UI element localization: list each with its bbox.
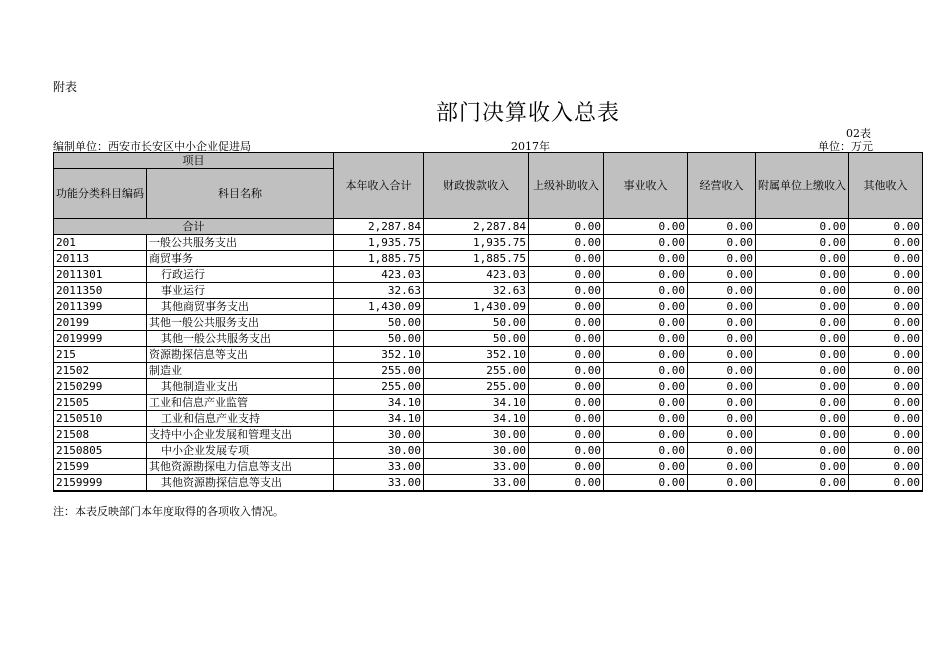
amount-cell: 0.00: [849, 283, 923, 299]
amount-cell: 0.00: [604, 251, 688, 267]
table-row: [54, 427, 923, 443]
amount-cell: 0.00: [529, 267, 604, 283]
amount-cell: 0.00: [756, 299, 849, 315]
amount-cell: 0.00: [529, 315, 604, 331]
subject-name-cell: 其他一般公共服务支出: [147, 331, 334, 347]
amount-cell: 0.00: [756, 427, 849, 443]
amount-cell: 0.00: [688, 363, 756, 379]
amount-cell: 255.00: [424, 363, 529, 379]
amount-cell: 50.00: [334, 315, 424, 331]
func-code-cell: 201: [54, 235, 147, 251]
subject-name-cell: 商贸事务: [147, 251, 334, 267]
func-code-cell: 2011399: [54, 299, 147, 315]
amount-cell: 34.10: [334, 411, 424, 427]
total-cell: 0.00: [849, 219, 923, 235]
amount-cell: 0.00: [756, 235, 849, 251]
func-code-cell: 2150805: [54, 443, 147, 459]
form-number: 02表: [846, 127, 871, 140]
header-fiscal: 财政拨款收入: [424, 153, 529, 219]
amount-cell: 0.00: [756, 475, 849, 492]
amount-cell: 33.00: [334, 459, 424, 475]
total-cell: 0.00: [529, 219, 604, 235]
amount-cell: 0.00: [756, 267, 849, 283]
amount-cell: 0.00: [688, 427, 756, 443]
table-row: [54, 283, 923, 299]
amount-cell: 0.00: [688, 299, 756, 315]
amount-cell: 0.00: [688, 395, 756, 411]
amount-cell: 0.00: [688, 475, 756, 492]
subject-name-cell: 工业和信息产业支持: [147, 411, 334, 427]
amount-cell: 0.00: [849, 427, 923, 443]
amount-cell: 0.00: [529, 411, 604, 427]
amount-cell: 0.00: [849, 235, 923, 251]
amount-cell: 0.00: [604, 283, 688, 299]
amount-cell: 0.00: [756, 331, 849, 347]
amount-cell: 0.00: [756, 347, 849, 363]
amount-cell: 1,430.09: [424, 299, 529, 315]
amount-cell: 0.00: [849, 443, 923, 459]
amount-cell: 1,885.75: [334, 251, 424, 267]
amount-cell: 0.00: [688, 235, 756, 251]
table-row: [54, 331, 923, 347]
amount-cell: 33.00: [334, 475, 424, 492]
table-row: [54, 315, 923, 331]
subject-name-cell: 中小企业发展专项: [147, 443, 334, 459]
subject-name-cell: 事业运行: [147, 283, 334, 299]
amount-cell: 0.00: [604, 427, 688, 443]
currency-unit: 单位：万元: [818, 140, 873, 153]
total-cell: 2,287.84: [424, 219, 529, 235]
amount-cell: 0.00: [604, 459, 688, 475]
amount-cell: 0.00: [529, 331, 604, 347]
amount-cell: 0.00: [688, 331, 756, 347]
amount-cell: 0.00: [688, 379, 756, 395]
amount-cell: 0.00: [688, 315, 756, 331]
header-func-code: 功能分类科目编码: [54, 169, 147, 219]
amount-cell: 0.00: [529, 427, 604, 443]
subject-name-cell: 行政运行: [147, 267, 334, 283]
report-year: 2017年: [511, 140, 550, 153]
amount-cell: 34.10: [424, 411, 529, 427]
subject-name-cell: 一般公共服务支出: [147, 235, 334, 251]
table-row: [54, 379, 923, 395]
amount-cell: 30.00: [424, 443, 529, 459]
table-row: [54, 267, 923, 283]
amount-cell: 0.00: [529, 395, 604, 411]
amount-cell: 0.00: [688, 283, 756, 299]
amount-cell: 0.00: [604, 395, 688, 411]
amount-cell: 0.00: [688, 267, 756, 283]
amount-cell: 50.00: [424, 315, 529, 331]
amount-cell: 0.00: [849, 411, 923, 427]
amount-cell: 0.00: [849, 331, 923, 347]
amount-cell: 0.00: [756, 283, 849, 299]
total-cell: 0.00: [688, 219, 756, 235]
func-code-cell: 2011301: [54, 267, 147, 283]
amount-cell: 32.63: [334, 283, 424, 299]
amount-cell: 0.00: [849, 299, 923, 315]
func-code-cell: 2150510: [54, 411, 147, 427]
amount-cell: 0.00: [604, 363, 688, 379]
amount-cell: 0.00: [756, 363, 849, 379]
amount-cell: 33.00: [424, 459, 529, 475]
subject-name-cell: 资源勘探信息等支出: [147, 347, 334, 363]
amount-cell: 0.00: [529, 459, 604, 475]
table-row: [54, 299, 923, 315]
amount-cell: 1,935.75: [334, 235, 424, 251]
total-row: [54, 219, 923, 235]
appendix-label: 附表: [53, 80, 78, 94]
func-code-cell: 21502: [54, 363, 147, 379]
func-code-cell: 2150299: [54, 379, 147, 395]
header-business: 事业收入: [604, 153, 688, 219]
header-total-income: 本年收入合计: [334, 153, 424, 219]
func-code-cell: 2159999: [54, 475, 147, 492]
compiling-unit: 编制单位：西安市长安区中小企业促进局: [53, 140, 251, 153]
amount-cell: 0.00: [849, 459, 923, 475]
subject-name-cell: 支持中小企业发展和管理支出: [147, 427, 334, 443]
amount-cell: 0.00: [529, 443, 604, 459]
header-superior-subsidy: 上级补助收入: [529, 153, 604, 219]
amount-cell: 0.00: [688, 347, 756, 363]
amount-cell: 0.00: [604, 411, 688, 427]
amount-cell: 0.00: [849, 379, 923, 395]
amount-cell: 0.00: [604, 235, 688, 251]
amount-cell: 0.00: [529, 347, 604, 363]
header-operating: 经营收入: [688, 153, 756, 219]
func-code-cell: 20199: [54, 315, 147, 331]
amount-cell: 255.00: [334, 379, 424, 395]
amount-cell: 34.10: [334, 395, 424, 411]
amount-cell: 0.00: [688, 251, 756, 267]
amount-cell: 0.00: [849, 251, 923, 267]
amount-cell: 0.00: [688, 411, 756, 427]
amount-cell: 0.00: [756, 395, 849, 411]
amount-cell: 0.00: [604, 379, 688, 395]
amount-cell: 0.00: [529, 363, 604, 379]
page-title: 部门决算收入总表: [435, 101, 620, 126]
amount-cell: 0.00: [756, 443, 849, 459]
amount-cell: 50.00: [334, 331, 424, 347]
func-code-cell: 2011350: [54, 283, 147, 299]
amount-cell: 0.00: [529, 299, 604, 315]
header-subject-name: 科目名称: [147, 169, 334, 219]
amount-cell: 0.00: [604, 299, 688, 315]
amount-cell: 0.00: [529, 235, 604, 251]
table-row: [54, 363, 923, 379]
amount-cell: 255.00: [334, 363, 424, 379]
amount-cell: 30.00: [334, 443, 424, 459]
subject-name-cell: 工业和信息产业监管: [147, 395, 334, 411]
amount-cell: 34.10: [424, 395, 529, 411]
amount-cell: 1,885.75: [424, 251, 529, 267]
total-label: 合计: [54, 219, 334, 235]
amount-cell: 0.00: [604, 267, 688, 283]
amount-cell: 0.00: [529, 283, 604, 299]
subject-name-cell: 其他资源勘探电力信息等支出: [147, 459, 334, 475]
header-item-group: 项目: [54, 153, 334, 169]
amount-cell: 423.03: [424, 267, 529, 283]
subject-name-cell: 其他商贸事务支出: [147, 299, 334, 315]
amount-cell: 0.00: [688, 443, 756, 459]
income-table: [53, 152, 923, 492]
func-code-cell: 21599: [54, 459, 147, 475]
amount-cell: 0.00: [849, 267, 923, 283]
amount-cell: 0.00: [529, 251, 604, 267]
amount-cell: 0.00: [688, 459, 756, 475]
amount-cell: 0.00: [756, 379, 849, 395]
amount-cell: 0.00: [529, 475, 604, 492]
table-row: [54, 395, 923, 411]
amount-cell: 352.10: [424, 347, 529, 363]
table-row: [54, 443, 923, 459]
amount-cell: 0.00: [756, 411, 849, 427]
amount-cell: 0.00: [849, 475, 923, 492]
table-row: [54, 235, 923, 251]
amount-cell: 0.00: [756, 459, 849, 475]
func-code-cell: 21508: [54, 427, 147, 443]
func-code-cell: 2019999: [54, 331, 147, 347]
func-code-cell: 21505: [54, 395, 147, 411]
amount-cell: 255.00: [424, 379, 529, 395]
amount-cell: 1,430.09: [334, 299, 424, 315]
table-body: [54, 219, 923, 492]
amount-cell: 0.00: [849, 363, 923, 379]
subject-name-cell: 其他制造业支出: [147, 379, 334, 395]
amount-cell: 0.00: [604, 331, 688, 347]
amount-cell: 0.00: [604, 315, 688, 331]
amount-cell: 30.00: [334, 427, 424, 443]
amount-cell: 30.00: [424, 427, 529, 443]
amount-cell: 0.00: [756, 315, 849, 331]
table-row: [54, 459, 923, 475]
table-row: [54, 251, 923, 267]
amount-cell: 1,935.75: [424, 235, 529, 251]
header-affiliated: 附属单位上缴收入: [756, 153, 849, 219]
table-row: [54, 411, 923, 427]
table-row: [54, 475, 923, 492]
amount-cell: 0.00: [604, 443, 688, 459]
amount-cell: 0.00: [604, 475, 688, 492]
amount-cell: 32.63: [424, 283, 529, 299]
amount-cell: 0.00: [604, 347, 688, 363]
subject-name-cell: 制造业: [147, 363, 334, 379]
func-code-cell: 215: [54, 347, 147, 363]
subject-name-cell: 其他一般公共服务支出: [147, 315, 334, 331]
table-row: [54, 347, 923, 363]
total-cell: 2,287.84: [334, 219, 424, 235]
amount-cell: 352.10: [334, 347, 424, 363]
amount-cell: 0.00: [756, 251, 849, 267]
amount-cell: 423.03: [334, 267, 424, 283]
amount-cell: 50.00: [424, 331, 529, 347]
amount-cell: 0.00: [849, 395, 923, 411]
amount-cell: 33.00: [424, 475, 529, 492]
footnote: 注：本表反映部门本年度取得的各项收入情况。: [53, 505, 284, 518]
amount-cell: 0.00: [849, 315, 923, 331]
func-code-cell: 20113: [54, 251, 147, 267]
total-cell: 0.00: [604, 219, 688, 235]
header-other: 其他收入: [849, 153, 923, 219]
subject-name-cell: 其他资源勘探信息等支出: [147, 475, 334, 492]
amount-cell: 0.00: [529, 379, 604, 395]
meta-line: [53, 138, 873, 152]
amount-cell: 0.00: [849, 347, 923, 363]
total-cell: 0.00: [756, 219, 849, 235]
